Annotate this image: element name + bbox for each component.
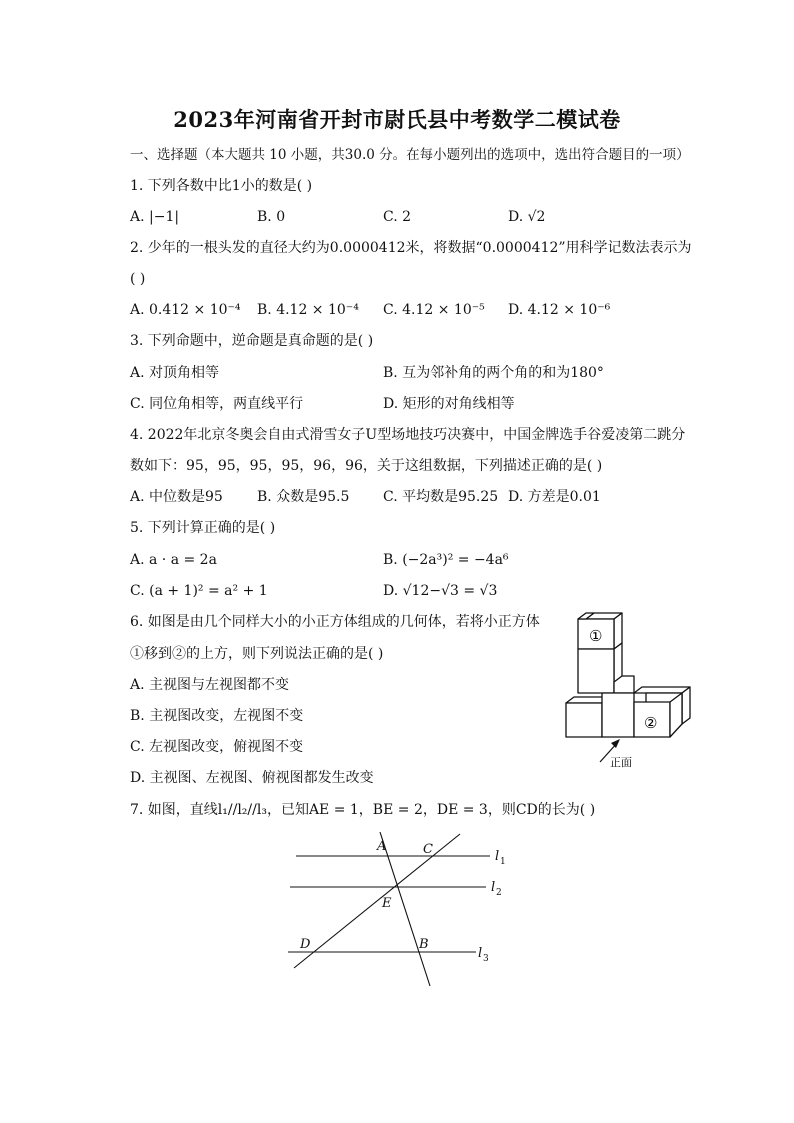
q2-option-b: B. 4.12 × 10⁻⁴	[257, 302, 359, 318]
q2-option-a: A. 0.412 × 10⁻⁴	[130, 302, 241, 318]
question-6-stem: 6. 如图是由几个同样大小的小正方体组成的几何体，若将小正方体	[130, 614, 540, 630]
point-d-label: D	[300, 937, 311, 952]
point-e-label: E	[382, 896, 392, 911]
q6-option-c: C. 左视图改变，俯视图不变	[130, 739, 304, 755]
question-4-stem: 4. 2022年北京冬奥会自由式滑雪女子U型场地技巧决赛中，中国金牌选手谷爱凌第二跳分	[130, 427, 686, 443]
question-2-stem: 2. 少年的一根头发的直径大约为0.0000412米，将数据“0.0000412”用科学记数法表示为	[130, 240, 692, 256]
q5-option-b: B. (−2a³)² = −4a⁶	[383, 552, 509, 568]
q5-option-a: A. a · a = 2a	[130, 552, 217, 568]
q1-option-a: A. |−1|	[130, 209, 180, 225]
q5-option-d: D. √12−√3 = √3	[383, 583, 498, 599]
cube-br-top-face	[634, 687, 690, 693]
label-l2-sub: 2	[496, 888, 502, 898]
point-c-label: C	[423, 842, 433, 857]
label-l2: l	[491, 880, 496, 895]
question-1-stem: 1. 下列各数中比1小的数是( )	[130, 178, 313, 194]
q3-option-a: A. 对顶角相等	[130, 365, 220, 381]
label-l1-sub: 1	[500, 857, 506, 867]
label-l1: l	[495, 849, 500, 864]
q2-option-c: C. 4.12 × 10⁻⁵	[383, 302, 485, 318]
parallel-lines-figure	[280, 830, 510, 995]
cube-1-label: ①	[589, 627, 603, 645]
section-heading: 一、选择题（本大题共 10 小题，共30.0 分。在每小题列出的选项中，选出符合题目的一项）	[130, 147, 690, 163]
question-5-stem: 5. 下列计算正确的是( )	[130, 520, 276, 536]
q2-option-d: D. 4.12 × 10⁻⁶	[508, 302, 611, 318]
q6-option-d: D. 主视图、左视图、俯视图都发生改变	[130, 770, 374, 786]
question-2-stem-cont: ( )	[130, 271, 146, 287]
q4-option-d: D. 方差是0.01	[508, 489, 601, 505]
q5-option-c: C. (a + 1)² = a² + 1	[130, 583, 268, 599]
label-l3-sub: 3	[483, 954, 489, 964]
label-l3: l	[478, 946, 483, 961]
q4-option-a: A. 中位数是95	[130, 489, 223, 505]
q4-option-b: B. 众数是95.5	[257, 489, 350, 505]
q3-option-c: C. 同位角相等，两直线平行	[130, 396, 304, 412]
page-title: 2023年河南省开封市尉氏县中考数学二模试卷	[173, 107, 621, 132]
q3-option-d: D. 矩形的对角线相等	[383, 396, 515, 412]
front-label: 正面	[610, 756, 632, 769]
q6-option-b: B. 主视图改变，左视图不变	[130, 708, 304, 724]
q1-option-b: B. 0	[257, 209, 286, 225]
question-7-stem: 7. 如图，直线l₁//l₂//l₃，已知AE = 1，BE = 2，DE = 3，则CD的长为( )	[130, 802, 596, 818]
q1-option-d: D. √2	[508, 209, 546, 225]
q6-option-a: A. 主视图与左视图都不变	[130, 677, 290, 693]
point-a-label: A	[377, 839, 387, 854]
question-3-stem: 3. 下列命题中，逆命题是真命题的是( )	[130, 333, 374, 349]
cube-2-label: ②	[644, 714, 658, 732]
question-6-stem-cont: ①移到②的上方，则下列说法正确的是( )	[130, 646, 384, 662]
cube-bl-front-face	[566, 703, 602, 737]
q1-option-c: C. 2	[383, 209, 412, 225]
question-4-stem-cont: 数如下：95，95，95，95，96，96，关于这组数据，下列描述正确的是( )	[130, 458, 603, 474]
cube-mid-front-face	[578, 649, 614, 693]
cube-figure	[558, 612, 698, 772]
line-dc	[294, 834, 460, 968]
q4-option-c: C. 平均数是95.25	[383, 489, 499, 505]
point-b-label: B	[419, 937, 429, 952]
q3-option-b: B. 互为邻补角的两个角的和为180°	[383, 365, 604, 381]
